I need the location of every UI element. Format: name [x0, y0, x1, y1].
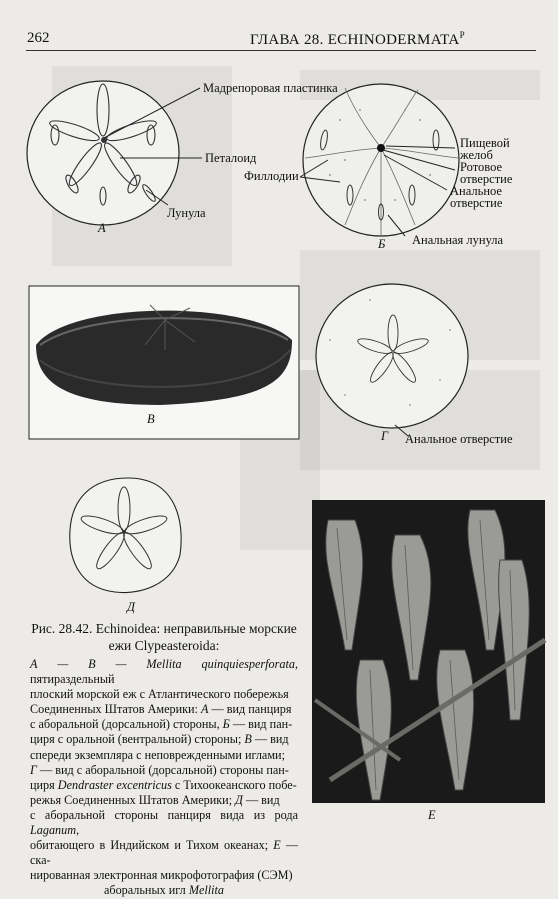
caption-fragment: с Тихоокеанского побе-	[171, 777, 297, 792]
label-anal-opening: Анальное отверстие	[405, 432, 513, 446]
label-food-groove: Пищевой	[460, 136, 510, 150]
caption-line	[30, 732, 298, 747]
caption-fragment: Laganum	[30, 823, 77, 838]
label-food-groove-2: желоб	[460, 148, 493, 162]
label-lunule: Лунула	[167, 206, 206, 220]
caption-fragment: Mellita	[188, 883, 225, 898]
caption-fragment: с аборальной (дорсальной) стороны,	[30, 717, 223, 732]
caption-line	[30, 778, 298, 793]
caption-line	[30, 883, 298, 898]
photo-v	[29, 286, 299, 439]
caption-fragment: аборальных игл	[103, 883, 189, 898]
caption-fragment: , пятираздельный	[30, 657, 299, 687]
label-mouth: Ротовое	[460, 160, 503, 174]
label-petaloid: Петалоид	[205, 151, 257, 165]
caption-fragment: А	[201, 702, 209, 717]
caption-fragment: — вид панциря	[208, 702, 292, 717]
caption-line	[30, 868, 298, 883]
caption-fragment: циря	[30, 777, 58, 792]
caption-fragment: с аборальной стороны панциря вида из рода	[30, 807, 298, 822]
caption-title-line-1: Рис. 28.42. Echinoidea: неправильные морские	[31, 621, 297, 636]
caption-fragment: Dendraster excentricus	[57, 777, 172, 792]
caption-fragment: В	[244, 732, 252, 747]
caption-line	[30, 763, 298, 778]
caption-fragment: — вид пан-	[229, 717, 293, 732]
caption-line	[30, 808, 298, 838]
panel-letter-a: А	[98, 221, 106, 235]
caption-fragment: Mellita quinquiesperforata	[146, 657, 295, 671]
caption-fragment: режья Соединенных Штатов Америки;	[30, 792, 236, 807]
page-number: 262	[27, 30, 50, 46]
chapter-title-text: ГЛАВА 28. ECHINODERMATA	[250, 32, 460, 48]
caption-fragment: циря с оральной (вентральной) стороны;	[30, 732, 245, 747]
caption-line	[30, 748, 298, 763]
caption-fragment: Соединенных Штатов Америки:	[30, 702, 201, 717]
caption-fragment: нированная электронная микрофотография (СЭМ)	[30, 868, 293, 883]
caption-fragment: — вид	[242, 792, 280, 807]
drawing-b	[300, 84, 459, 236]
chapter-title-suffix: P	[459, 30, 465, 40]
caption-line	[30, 702, 298, 717]
label-anal-2: отверстие	[450, 196, 503, 210]
caption-line	[30, 838, 298, 868]
caption-fragment: плоский морской еж с Атлантического побережья	[30, 687, 289, 702]
caption-fragment: Б	[222, 717, 230, 732]
caption-line	[30, 717, 298, 732]
caption-line	[30, 793, 298, 808]
drawing-g	[316, 284, 468, 436]
photo-e	[312, 500, 545, 803]
caption-fragment: — вид	[251, 732, 289, 747]
label-anal-lunule: Анальная лунула	[412, 233, 504, 247]
drawing-a	[27, 81, 202, 225]
caption-fragment: Е	[273, 838, 281, 853]
caption-fragment: — вид с аборальной (дорсальной) стороны пан-	[36, 762, 289, 777]
panel-letter-d: Д	[127, 600, 135, 614]
caption-line	[30, 687, 298, 702]
caption-fragment: А — В —	[30, 657, 147, 671]
label-phyllodes: Филлодии	[244, 169, 299, 183]
label-anal: Анальное	[450, 184, 502, 198]
panel-letter-b: Б	[378, 237, 386, 251]
caption-fragment: ,	[76, 823, 80, 838]
caption-fragment: Г	[30, 762, 37, 777]
panel-letter-v: В	[147, 412, 155, 426]
caption-body	[30, 657, 298, 899]
caption-fragment: спереди экземпляра с неповрежденными иглами;	[30, 747, 285, 762]
caption-fragment: Д	[235, 792, 243, 807]
panel-letter-g: Г	[381, 429, 389, 443]
label-madreporite: Мадрепоровая пластинка	[203, 81, 338, 95]
caption-line	[30, 657, 298, 687]
caption-fragment: обитающего в Индийском и Тихом океанах;	[30, 838, 274, 853]
caption-title	[30, 620, 298, 654]
drawing-d	[70, 478, 181, 593]
label-mouth-2: отверстие	[460, 172, 513, 186]
caption-title-line-2: ежи Clypeasteroida:	[108, 638, 220, 653]
caption-fragment: — ска-	[30, 838, 298, 868]
panel-letter-e: Е	[428, 808, 436, 822]
